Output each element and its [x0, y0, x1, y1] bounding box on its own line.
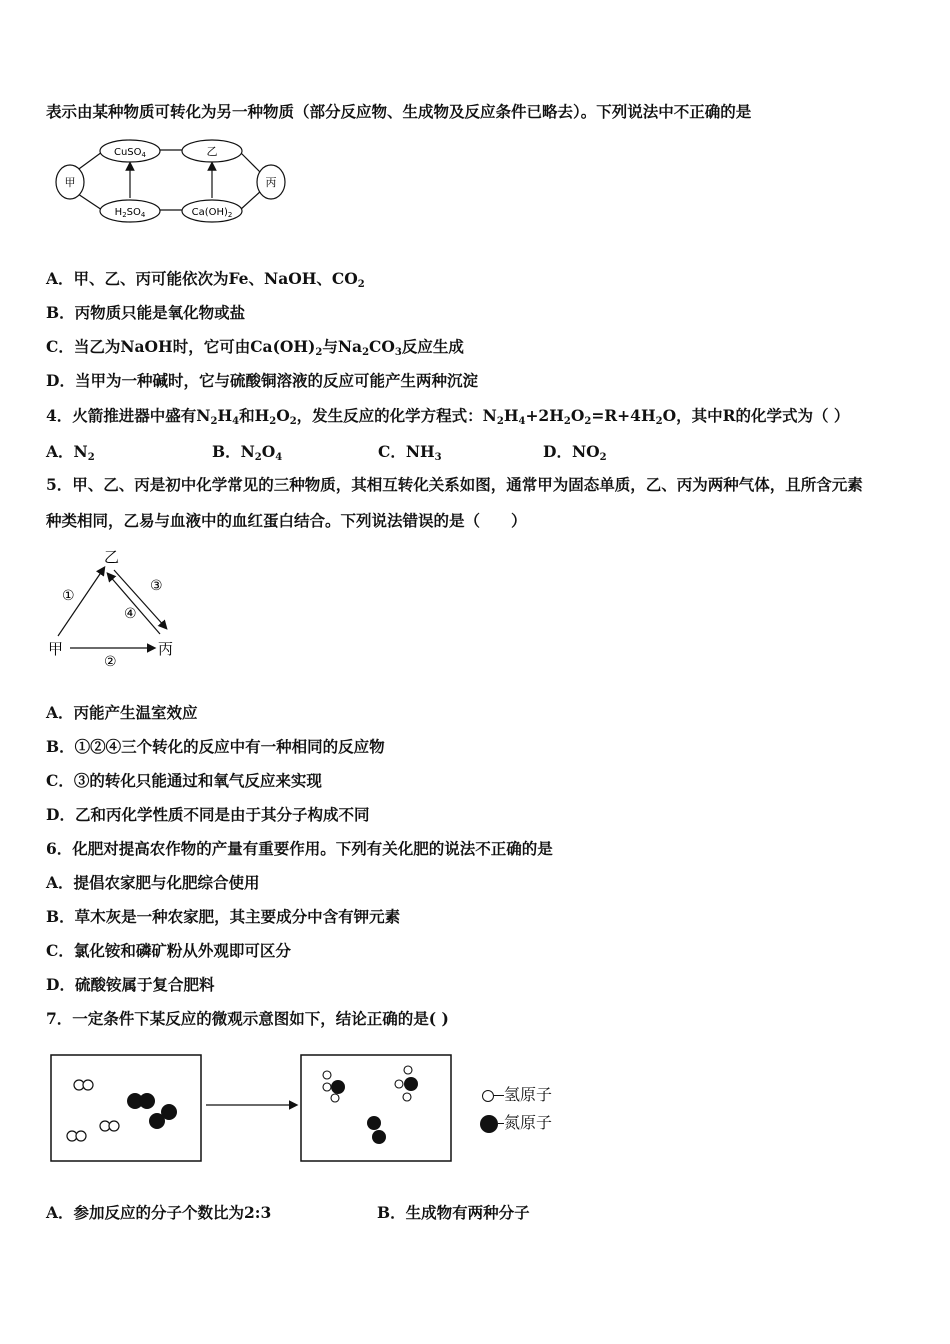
conversion-diagram-1: [52, 138, 292, 228]
d2-num-1: ①: [62, 588, 75, 604]
q7-option-a: A．参加反应的分子个数比为2:3: [46, 1203, 272, 1222]
d2-label-jia: 甲: [48, 640, 64, 658]
hydrogen-atom-icon: [482, 1090, 494, 1102]
q5-stem-line2: 种类相同，乙易与血液中的血红蛋白结合。下列说法错误的是（ ）: [46, 511, 527, 530]
reactant-box: [51, 1055, 201, 1161]
label-caoh2: $Ca(OH)_2$: [191, 207, 233, 219]
q3-option-b: B．丙物质只能是氧化物或盐: [46, 303, 246, 322]
legend-hydrogen: 氢原子: [482, 1082, 552, 1105]
q6-stem: 6．化肥对提高农作物的产量有重要作用。下列有关化肥的说法不正确的是: [46, 839, 553, 858]
q4-option-b: B．$N_2O_4$: [212, 442, 283, 463]
q6-option-c: C．氯化铵和磷矿粉从外观即可区分: [46, 941, 291, 960]
q4-option-d: D．$NO_2$: [543, 442, 607, 463]
q3-option-c: C．当乙为NaOH时，它可由$Ca(OH)_2$与$Na_2CO_3$反应生成: [46, 337, 464, 358]
q5-option-a: A．丙能产生温室效应: [46, 703, 198, 722]
q4-option-c: C．$NH_3$: [378, 442, 442, 463]
q3-option-d: D．当甲为一种碱时，它与硫酸铜溶液的反应可能产生两种沉淀: [46, 371, 478, 390]
product-box: [301, 1055, 451, 1161]
q3-option-a: A．甲、乙、丙可能依次为Fe、NaOH、$CO_2$: [46, 269, 365, 290]
q6-option-b: B．草木灰是一种农家肥，其主要成分中含有钾元素: [46, 907, 401, 926]
q5-stem-line1: 5．甲、乙、丙是初中化学常见的三种物质，其相互转化关系如图，通常甲为固态单质，乙、丙为两种气体，且所含元素: [46, 475, 863, 494]
label-cuso4: CuSO$_4$: [113, 147, 147, 159]
q5-option-d: D．乙和丙化学性质不同是由于其分子构成不同: [46, 805, 370, 824]
label-yi: 乙: [206, 145, 218, 158]
d2-num-2: ②: [104, 654, 117, 670]
label-jia: 甲: [64, 176, 76, 189]
nitrogen-atom-icon: [480, 1115, 498, 1133]
label-bing: 丙: [265, 176, 277, 189]
d2-label-bing: 丙: [158, 640, 174, 658]
conversion-diagram-2: [44, 544, 194, 672]
q4-stem: 4．火箭推进器中盛有$N_2H_4$和$H_2O_2$，发生反应的化学方程式：$N_2H_4+2H_2O_2=R+4H_2O$，其中R的化学式为（ ）: [46, 406, 850, 427]
micro-reaction-diagram: [48, 1050, 468, 1166]
legend-nitrogen: 氮原子: [480, 1110, 552, 1133]
q7-stem: 7．一定条件下某反应的微观示意图如下，结论正确的是( ): [46, 1009, 449, 1028]
d2-num-3: ③: [150, 578, 163, 594]
q6-option-a: A．提倡农家肥与化肥综合使用: [46, 873, 260, 892]
label-h2so4: $H_2SO_4$: [114, 207, 146, 219]
q5-option-b: B．①②④三个转化的反应中有一种相同的反应物: [46, 737, 385, 756]
q4-option-a: A．$N_2$: [46, 442, 95, 463]
q5-option-c: C．③的转化只能通过和氧气反应来实现: [46, 771, 322, 790]
q7-option-b: B．生成物有两种分子: [377, 1203, 530, 1222]
intro-text: 表示由某种物质可转化为另一种物质（部分反应物、生成物及反应条件已略去）。下列说法中不正确的是: [46, 102, 752, 121]
q6-option-d: D．硫酸铵属于复合肥料: [46, 975, 215, 994]
d2-num-4: ④: [124, 606, 137, 622]
d2-label-yi: 乙: [104, 548, 120, 566]
